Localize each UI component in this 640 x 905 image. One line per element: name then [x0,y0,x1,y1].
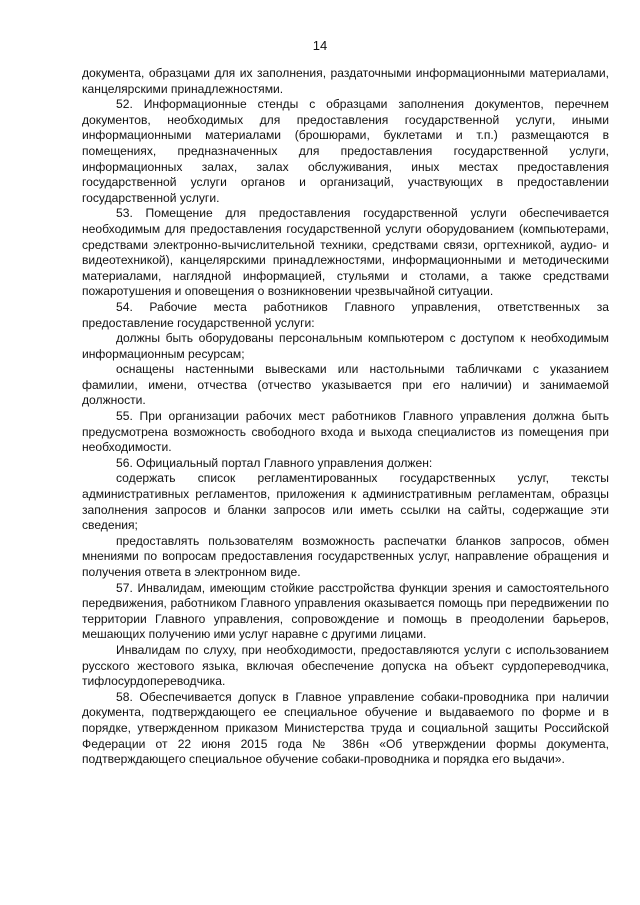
paragraph-56-item-features: предоставлять пользователям возможность распечатки бланков запросов, обмен мнениями по вопросам предоставления государственных услуг, направление обращения и получения ответа в электронном виде. [82,533,609,579]
paragraph-57-hearing: Инвалидам по слуху, при необходимости, предоставляются услуги с использованием русского жестового языка, включая обеспечение допуска на объект сурдопереводчика, тифлосурдопереводчика. [82,642,609,689]
paragraph-58: 58. Обеспечивается допуск в Главное управление собаки-проводника при наличии документа, подтверждающего ее специальное обучение и выдаваемого по форме и в порядке, утвержденном приказом Министерства труда и социальной защиты Российской Федерации от 22 июня 2015 года № 386н «Об утверждении формы документа, подтверждающего специальное обучение собаки-проводника и порядка его выдачи». [82,689,609,767]
paragraph-56: 56. Официальный портал Главного управления должен: [116,455,433,470]
paragraph-53: 53. Помещение для предоставления государственной услуги обеспечивается необходимым для предоставления государственной услуги оборудованием (компьютерами, средствами электронно-вычислительной техники, средствами связи, оргтехникой, аудио- и видеотехникой), канцелярскими принадлежностями, информационными и методическими материалами, наглядной информацией, стульями и столами, а также средствами пожаротушения и оповещения о возникновении чрезвычайной ситуации. [82,206,609,299]
paragraph-57: 57. Инвалидам, имеющим стойкие расстройства функции зрения и самостоятельного передвижения, работником Главного управления оказывается помощь при передвижении по территории Главного управления, сопровождение и помощь в преодолении барьеров, мешающих получению ими услуг наравне с другими лицами. [82,580,609,642]
paragraph-54-item-computer: должны быть оборудованы персональным компьютером с доступом к необходимым информационным ресурсам; [82,331,609,361]
paragraph-52: 52. Информационные стенды с образцами заполнения документов, перечнем документов, необходимых для предоставления государственной услуги, иными информационными материалами (брошюрами, буклетами и т.п.) размещаются в помещениях, предназначенных для предоставления государственной услуги, информационных залах, залах обслуживания, иных местах предоставления государственной услуги органов и организаций, участвующих в предоставлении государственной услуги. [82,97,609,205]
paragraph-55: 55. При организации рабочих мест работников Главного управления должна быть предусмотрена возможность свободного входа и выхода специалистов из помещения при необходимости. [82,409,609,455]
document-body [82,66,609,768]
paragraph-continuation: документа, образцами для их заполнения, раздаточными информационными материалами, канцелярскими принадлежностями. [82,66,609,96]
page-number: 14 [312,38,328,53]
paragraph-54-item-signage: оснащены настенными вывесками или настольными табличками с указанием фамилии, имени, отчества (отчество указывается при его наличии) и занимаемой должности. [82,362,609,408]
paragraph-56-item-contents: содержать список регламентированных государственных услуг, тексты административных регламентов, приложения к административным регламентам, образцы заполнения запросов и бланки запросов или иметь ссылки на сайты, содержащие эти сведения; [82,471,609,533]
paragraph-54: 54. Рабочие места работников Главного управления, ответственных за предоставление государственной услуги: [82,299,609,330]
